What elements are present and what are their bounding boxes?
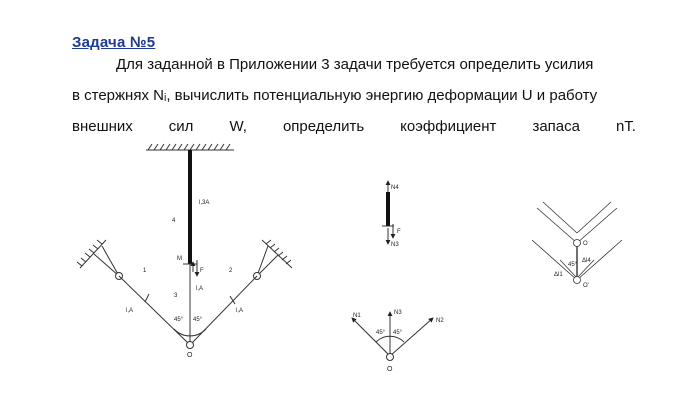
label-rod-3-la: l,A — [196, 286, 204, 292]
node-o-2 — [387, 354, 394, 361]
left-support-hatch — [77, 240, 102, 266]
label-rod-3: 3 — [174, 293, 178, 299]
word: запаса — [532, 118, 580, 135]
point-o — [574, 240, 581, 247]
label-left-la: l,A — [126, 308, 134, 314]
word: nT. — [615, 118, 636, 135]
label-top-rod: l,3A — [199, 200, 210, 206]
label-rod-1: 1 — [143, 268, 147, 274]
label-n3-2: N3 — [394, 310, 402, 316]
label-rod-2: 2 — [229, 268, 233, 274]
word: внешних — [72, 118, 133, 135]
outer-v-right — [577, 208, 617, 243]
word: сил — [168, 118, 194, 135]
left-triangle-side — [94, 254, 119, 276]
label-angle-right-2: 45° — [393, 330, 403, 336]
left-support-line — [80, 240, 106, 268]
right-triangle-side — [257, 246, 268, 276]
task-text-line-1: Для заданной в Приложении 3 задачи требуется определить усилия — [116, 56, 594, 73]
right-triangle-side-2 — [257, 255, 278, 276]
label-f: F — [200, 268, 204, 274]
main-structure-diagram — [77, 144, 292, 349]
task-text-line-2: в стержнях Nᵢ, вычислить потенциальную энергию деформации U и работу — [72, 87, 598, 104]
label-delta-n4: Δl4 — [582, 258, 591, 264]
task-title: Задача №5 — [72, 34, 156, 51]
label-node-o-2: O — [387, 366, 393, 373]
label-o: O — [583, 241, 588, 247]
label-f2: F — [397, 229, 401, 235]
label-n2: N2 — [436, 318, 444, 324]
label-angle-45: 45° — [568, 262, 578, 268]
node-equilibrium-diagram — [352, 312, 433, 361]
label-angle-left: 45° — [174, 317, 184, 323]
displacement-diagram — [532, 202, 622, 284]
label-n3: N3 — [391, 242, 399, 248]
label-m: M — [177, 256, 182, 262]
label-angle-left-2: 45° — [376, 330, 386, 336]
label-o-prime: O' — [583, 283, 589, 289]
label-angle-right: 45° — [193, 317, 203, 323]
left-triangle-side-2 — [102, 246, 119, 276]
label-rod-4: 4 — [172, 218, 176, 224]
label-n4: N4 — [391, 185, 399, 191]
top-support-hatch — [148, 144, 230, 150]
label-n1: N1 — [353, 313, 361, 319]
label-delta-1: Δl1 — [554, 272, 563, 278]
label-node-o: O — [187, 352, 193, 359]
word: коэффициент — [400, 118, 497, 135]
rod-1-tick — [145, 294, 149, 302]
word: W, — [229, 118, 247, 135]
node-o — [187, 342, 194, 349]
point-o-prime — [574, 277, 581, 284]
right-support-hatch — [266, 240, 291, 264]
rod-free-body-labels — [391, 185, 401, 248]
word: определить — [282, 118, 365, 135]
outer-v-left — [537, 208, 577, 243]
label-right-la: l,A — [236, 308, 244, 314]
